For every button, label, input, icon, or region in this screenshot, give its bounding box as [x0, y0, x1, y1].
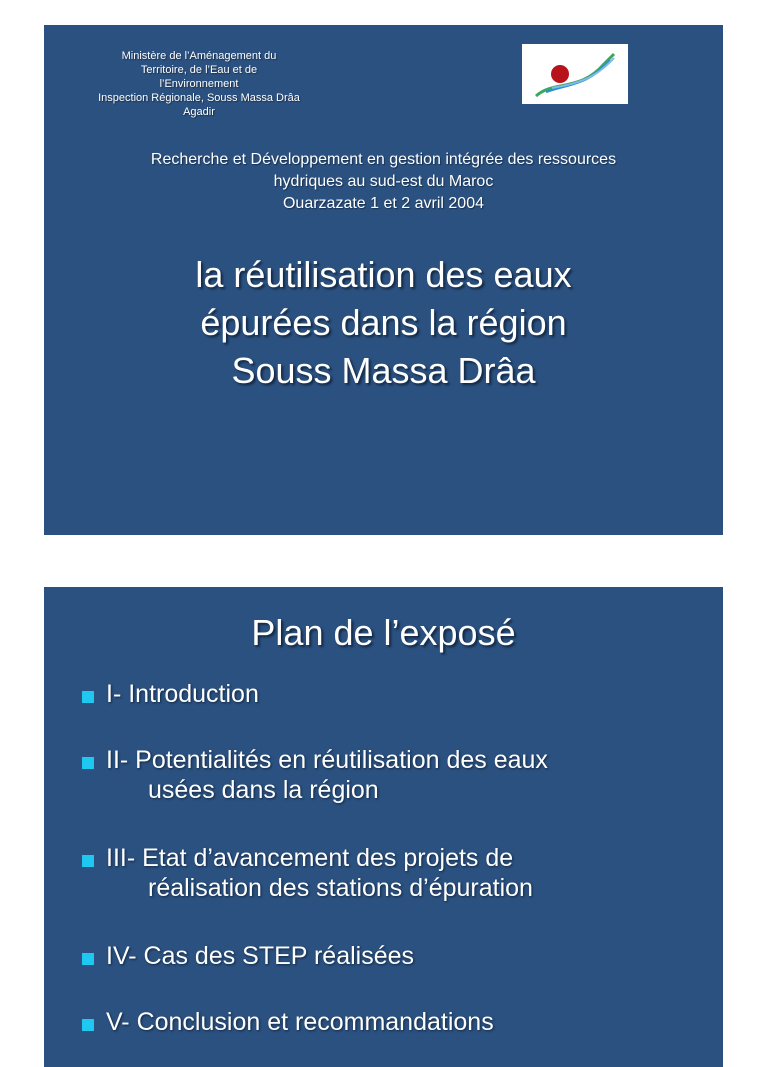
outline-slide — [44, 587, 723, 1067]
outline-item-text: V- Conclusion et recommandations — [106, 1008, 494, 1036]
outline-item — [80, 941, 710, 971]
square-bullet-icon — [82, 757, 94, 769]
title-line: épurées dans la région — [200, 302, 567, 343]
outline-item-text: II- Potentialités en réutilisation des eaux — [106, 746, 548, 774]
outline-item — [80, 1007, 710, 1037]
square-bullet-icon — [82, 855, 94, 867]
presentation-title — [44, 251, 723, 395]
ministry-line: Inspection Régionale, Souss Massa Drâa — [98, 92, 300, 104]
outline-item — [80, 745, 710, 805]
square-bullet-icon — [82, 1019, 94, 1031]
conference-line: Ouarzazate 1 et 2 avril 2004 — [282, 195, 484, 212]
ministry-logo-icon — [522, 44, 628, 104]
title-slide — [44, 25, 723, 535]
square-bullet-icon — [82, 691, 94, 703]
title-line: Souss Massa Drâa — [231, 350, 536, 391]
conference-info — [44, 149, 723, 215]
outline-item — [80, 679, 710, 709]
outline-item — [80, 843, 710, 903]
square-bullet-icon — [82, 953, 94, 965]
ministry-line: Ministère de l’Aménagement du — [121, 50, 277, 62]
outline-item-text: I- Introduction — [106, 680, 259, 708]
ministry-line: Agadir — [183, 106, 215, 118]
outline-item-text-continued: usées dans la région — [148, 776, 379, 804]
ministry-line: Territoire, de l’Eau et de — [140, 64, 258, 76]
outline-item-text: III- Etat d’avancement des projets de — [106, 844, 514, 872]
ministry-line: l’Environnement — [159, 78, 239, 90]
title-line: la réutilisation des eaux — [195, 254, 572, 295]
outline-item-text: IV- Cas des STEP réalisées — [106, 942, 415, 970]
outline-item-text-continued: réalisation des stations d’épuration — [148, 874, 533, 902]
conference-line: hydriques au sud-est du Maroc — [273, 173, 494, 190]
outline-title: Plan de l’exposé — [251, 612, 516, 653]
conference-line: Recherche et Développement en gestion intégrée des ressources — [150, 151, 617, 168]
ministry-header — [64, 49, 334, 119]
